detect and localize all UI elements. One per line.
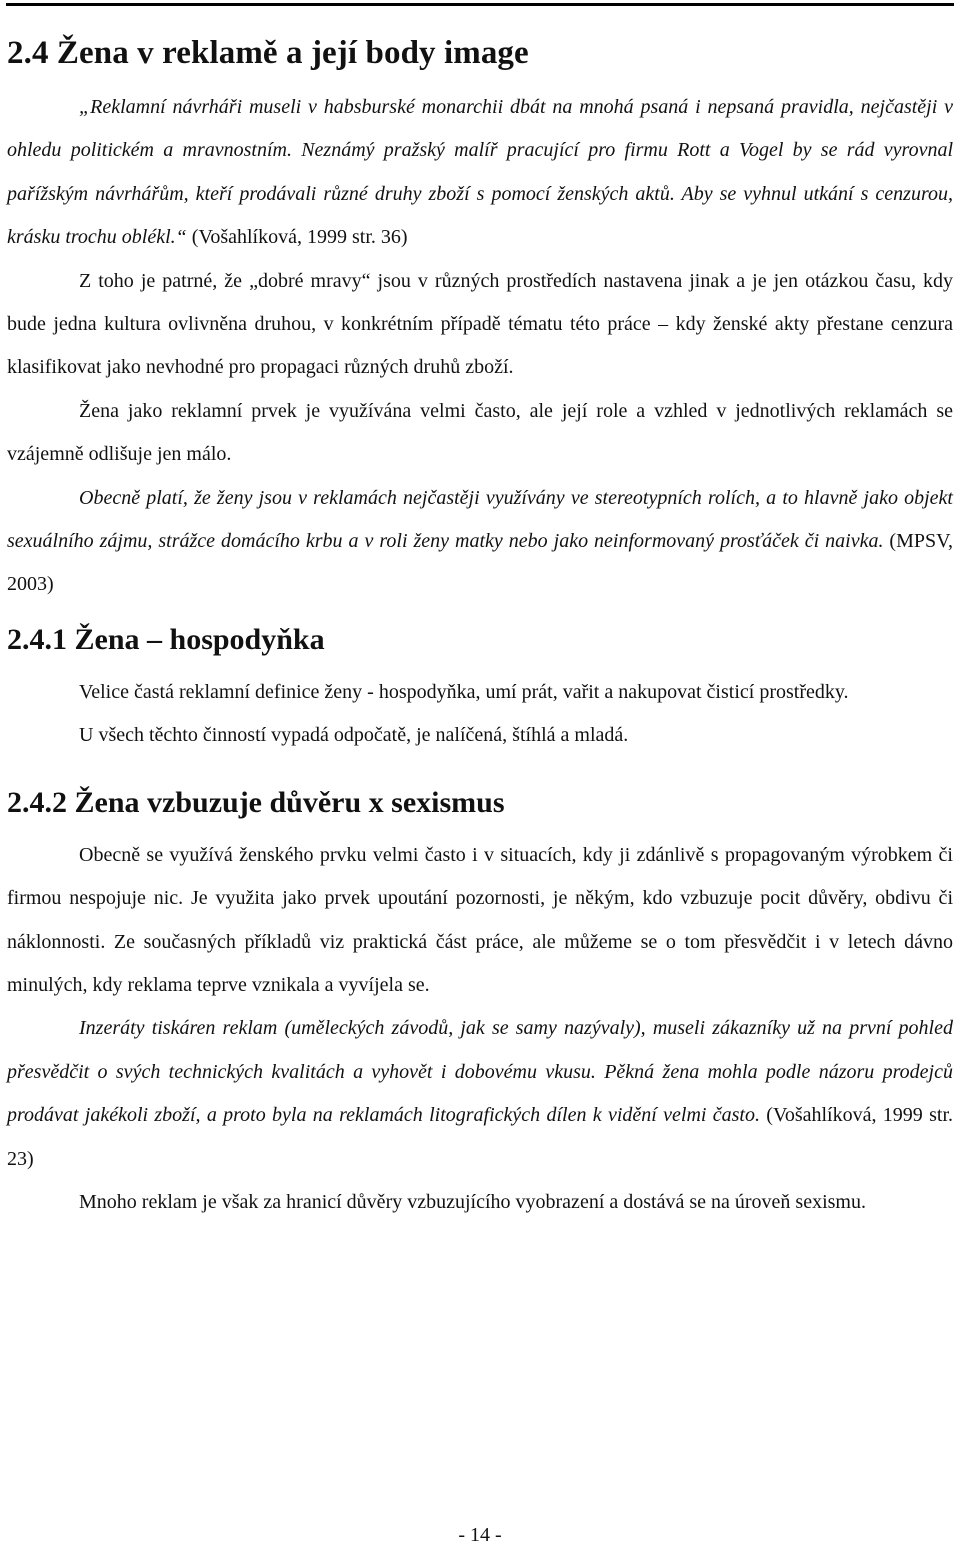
body-paragraph-cinnosti: U všech těchto činností vypadá odpočatě, je nalíčená, štíhlá a mladá. bbox=[79, 724, 629, 747]
subsection-heading-hospodynka: 2.4.1 Žena – hospodyňka bbox=[7, 622, 325, 656]
body-paragraph-reklamni-prvek: Žena jako reklamní prvek je využívána velmi často, ale její role a vzhled v jednotlivých reklamách se vzájemně odlišuje jen málo. bbox=[7, 399, 953, 466]
quote-citation: (Vošahlíková, 1999 str. 23) bbox=[7, 1104, 954, 1170]
section-heading: 2.4 Žena v reklamě a její body image bbox=[7, 35, 529, 71]
quote-citation: (MPSV, 2003) bbox=[7, 530, 953, 596]
quote-text: Obecně platí, že ženy jsou v reklamách nejčastěji využívány ve stereotypních rolích, a to hlavně jako objekt sexuálního zájmu, strážce domácího krbu a v roli ženy matky nebo jako neinformovaný prosťáček či naivka. bbox=[7, 486, 953, 553]
quote-text: „Reklamní návrháři museli v habsburské monarchii dbát na mnohá psaná i nepsaná pravidla, nejčastěji v ohledu politickém a mravnostním. Neznámý pražský malíř pracující pro firmu Rott a Vogel by se rád vyrovnal pařížským návrhářům, kteří prodávali různé druhy zboží s pomocí ženských aktů. Aby se vyhnul utkání s cenzurou, krásku trochu oblékl.“ bbox=[7, 96, 953, 249]
page-content bbox=[7, 26, 953, 1224]
body-paragraph-sexismus: Mnoho reklam je však za hranicí důvěry vzbuzujícího vyobrazení a dostává se na úroveň sexismu. bbox=[79, 1190, 866, 1213]
quote-citation: (Vošahlíková, 1999 str. 36) bbox=[186, 226, 408, 249]
quote-vosahlikova-23 bbox=[7, 1007, 953, 1181]
subsection-heading-duvera-sexismus: 2.4.2 Žena vzbuzuje důvěru x sexismus bbox=[7, 785, 505, 819]
quote-mpsv bbox=[7, 477, 953, 607]
body-paragraph-zensky-prvek: Obecně se využívá ženského prvku velmi často i v situacích, kdy ji zdánlivě s propagovaným výrobkem či firmou nespojuje nic. Je využita jako prvek upoutání pozornosti, je někým, kdo vzbuzuje pocit důvěry, obdivu či náklonnosti. Ze současných příkladů viz praktická část práce, ale můžeme se o tom přesvědčit i v letech dávno minulých, kdy reklama teprve vznikala a vyvíjela se. bbox=[7, 843, 953, 996]
header-rule bbox=[6, 3, 954, 6]
body-paragraph-dobre-mravy: Z toho je patrné, že „dobré mravy“ jsou v různých prostředích nastavena jinak a je jen otázkou času, kdy bude jedna kultura ovlivněna druhou, v konkrétním případě tématu této práce – kdy ženské akty přestane cenzura klasifikovat jako nevhodné pro propagaci různých druhů zboží. bbox=[7, 269, 953, 379]
page-number: - 14 - bbox=[458, 1524, 502, 1546]
quote-text: Inzeráty tiskáren reklam (uměleckých závodů, jak se samy nazývaly), museli zákazníky už na první pohled přesvědčit o svých technických kvalitách a vyhovět i dobovému vkusu. Pěkná žena mohla podle názoru prodejců prodávat jakékoli zboží, a proto byla na reklamách litografických dílen k vidění velmi často. bbox=[7, 1017, 953, 1127]
body-paragraph-definice: Velice častá reklamní definice ženy - hospodyňka, umí prát, vařit a nakupovat čisticí prostředky. bbox=[79, 680, 849, 703]
quote-vosahlikova-36 bbox=[7, 86, 953, 260]
